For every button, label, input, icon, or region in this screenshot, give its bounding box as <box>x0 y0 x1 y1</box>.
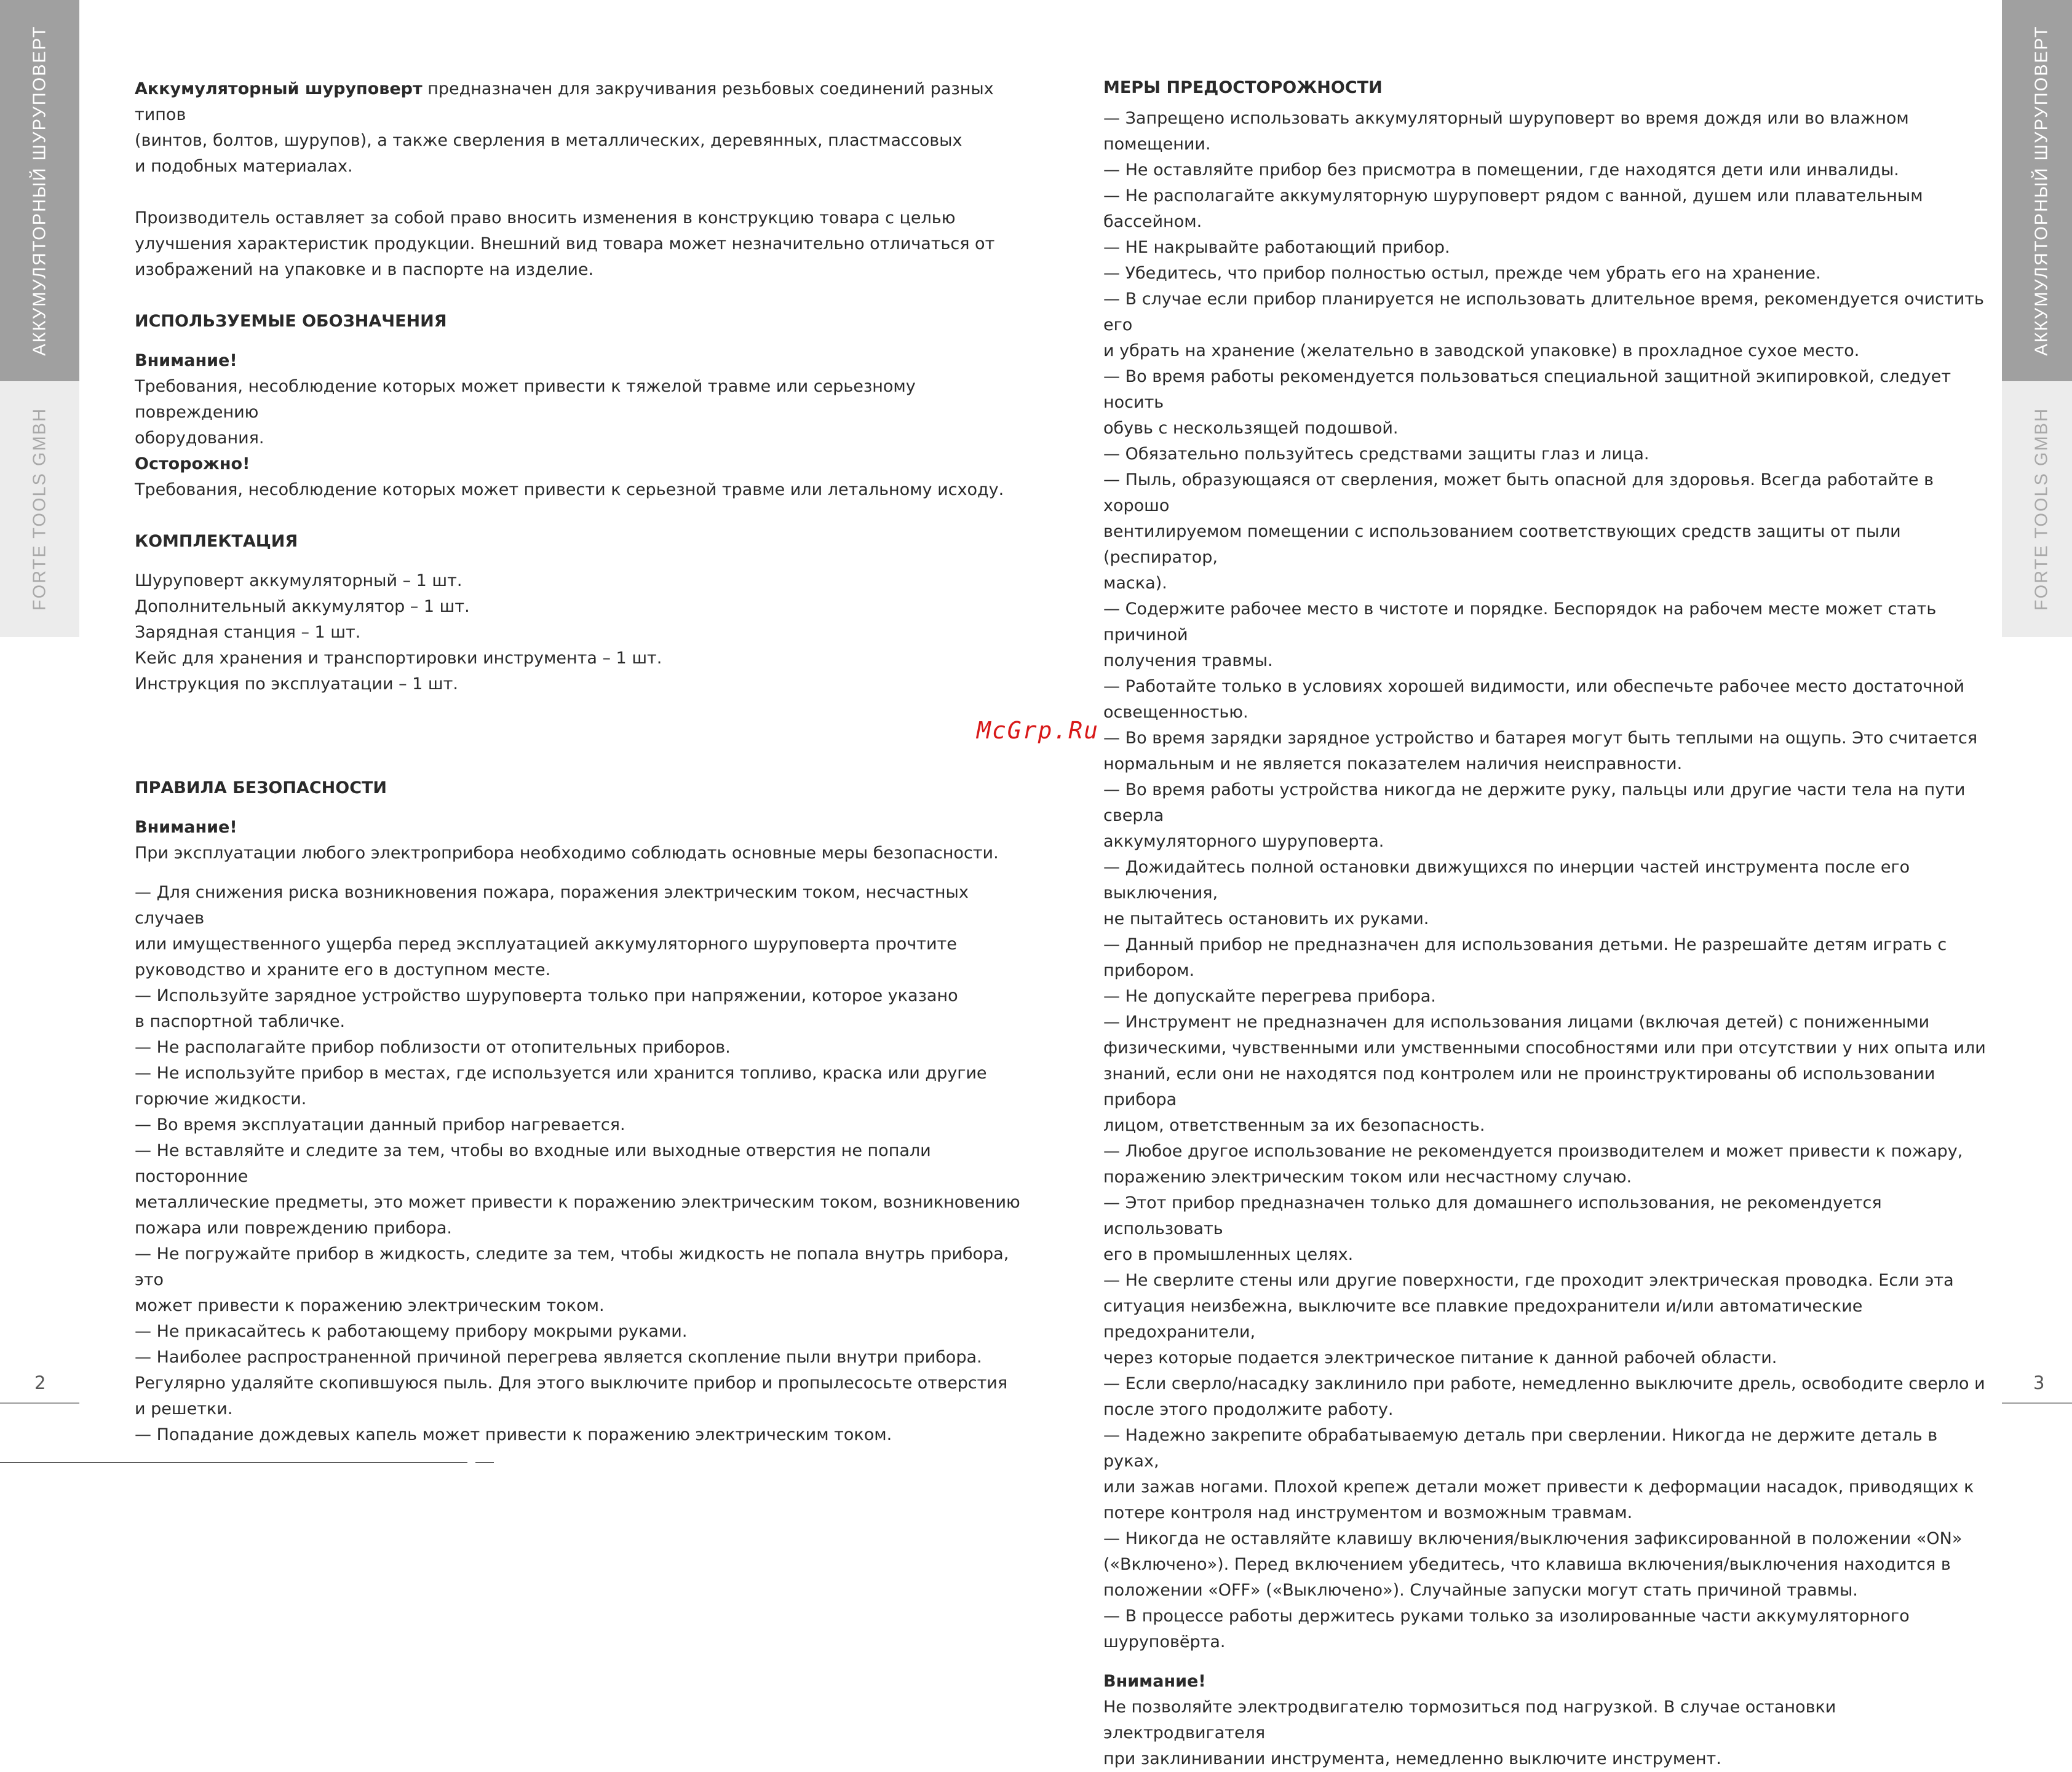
package-item: Дополнительный аккумулятор – 1 шт. <box>135 597 470 616</box>
safety-rule-line: — Для снижения риска возникновения пожара, поражения электрическим током, несчастных случаев <box>135 883 969 928</box>
precaution-line: — Содержите рабочее место в чистоте и порядке. Беспорядок на рабочем месте может стать причиной <box>1103 599 1937 644</box>
package-item: Инструкция по эксплуатации – 1 шт. <box>135 674 458 694</box>
precaution-line: получения травмы. <box>1103 651 1273 670</box>
left-column-bottom <box>135 775 1020 1448</box>
manufacturer-line-3: изображений на упаковке и в паспорте на изделие. <box>135 260 594 279</box>
precaution-line: нормальным и не является показателем наличия неисправности. <box>1103 754 1683 773</box>
symbols-attention-label: Внимание! <box>135 351 237 370</box>
intro-line-2: (винтов, болтов, шурупов), а также сверления в металлических, деревянных, пластмассовых <box>135 131 963 150</box>
safety-rule-line: Регулярно удаляйте скопившуюся пыль. Для этого выключите прибор и пропылесосьте отверстия <box>135 1374 1008 1393</box>
symbols-heading: ИСПОЛЬЗУЕМЫЕ ОБОЗНАЧЕНИЯ <box>135 312 447 331</box>
page-number-left: 2 <box>34 1372 46 1393</box>
precaution-line: положении «OFF» («Выключено»). Случайные запуски могут стать причиной травмы. <box>1103 1581 1858 1600</box>
precaution-line: — В процессе работы держитесь руками только за изолированные части аккумуляторного <box>1103 1607 1910 1626</box>
safety-rule-line: — Не вставляйте и следите за тем, чтобы во входные или выходные отверстия не попали посторонние <box>135 1141 931 1186</box>
symbols-caution-line-1: Требования, несоблюдение которых может привести к серьезной травме или летальному исходу. <box>135 480 1004 499</box>
precaution-line: — Пыль, образующаяся от сверления, может быть опасной для здоровья. Всегда работайте в хорошо <box>1103 470 1934 515</box>
bottom-rule <box>0 1462 467 1463</box>
page-rule-left <box>0 1402 79 1404</box>
right-title-tab-text: АККУМУЛЯТОРНЫЙ ШУРУПОВЕРТ <box>2031 25 2051 356</box>
precaution-line: после этого продолжите работу. <box>1103 1400 1394 1419</box>
left-brand-tab <box>0 381 79 637</box>
safety-rule-line: — Наиболее распространенной причиной перегрева является скопление пыли внутри прибора. <box>135 1348 982 1367</box>
bottom-rule-short <box>475 1462 494 1463</box>
precaution-line: — Инструмент не предназначен для использования лицами (включая детей) с пониженными <box>1103 1013 1930 1032</box>
precautions-heading: МЕРЫ ПРЕДОСТОРОЖНОСТИ <box>1103 78 1383 97</box>
precaution-line: через которые подается электрическое питание к данной рабочей области. <box>1103 1348 1777 1367</box>
safety-rule-line: — Во время эксплуатации данный прибор нагревается. <box>135 1115 625 1134</box>
precaution-line: потере контроля над инструментом и возможным травмам. <box>1103 1503 1633 1522</box>
package-item: Кейс для хранения и транспортировки инструмента – 1 шт. <box>135 649 662 668</box>
final-attention-label: Внимание! <box>1103 1672 1206 1691</box>
precaution-line: его в промышленных целях. <box>1103 1245 1354 1264</box>
precaution-line: — Во время зарядки зарядное устройство и батарея могут быть теплыми на ощупь. Это считается <box>1103 729 1978 748</box>
precaution-line: лицом, ответственным за их безопасность. <box>1103 1116 1485 1135</box>
precaution-line: — Дожидайтесь полной остановки движущихся по инерции частей инструмента после его выключения, <box>1103 858 1910 903</box>
precaution-line: физическими, чувственными или умственными способностями или при отсутствии у них опыта или <box>1103 1038 1986 1058</box>
precaution-line: — Надежно закрепите обрабатываемую деталь при сверлении. Никогда не держите деталь в руках, <box>1103 1426 1938 1471</box>
precaution-line: ситуация неизбежна, выключите все плавкие предохранители и/или автоматические предохранители, <box>1103 1297 1863 1342</box>
left-title-tab-text: АККУМУЛЯТОРНЫЙ ШУРУПОВЕРТ <box>30 25 49 356</box>
safety-rule-line: — Используйте зарядное устройство шуруповерта только при напряжении, которое указано <box>135 986 958 1005</box>
package-heading: КОМПЛЕКТАЦИЯ <box>135 532 298 551</box>
precaution-line: знаний, если они не находятся под контролем или не проинструктированы об использовании прибора <box>1103 1064 1935 1109</box>
precaution-line: — Работайте только в условиях хорошей видимости, или обеспечьте рабочее место достаточной <box>1103 677 1965 696</box>
precaution-line: — Обязательно пользуйтесь средствами защиты глаз и лица. <box>1103 445 1649 464</box>
symbols-attention-line-1: Требования, несоблюдение которых может привести к тяжелой травме или серьезному повреждению <box>135 377 916 422</box>
left-brand-tab-text: FORTE TOOLS GMBH <box>30 407 49 611</box>
precaution-line: — Не сверлите стены или другие поверхности, где проходит электрическая проводка. Если эта <box>1103 1271 1954 1290</box>
precaution-line: — Не допускайте перегрева прибора. <box>1103 987 1436 1006</box>
safety-rule-line: может привести к поражению электрическим током. <box>135 1296 605 1315</box>
safety-rule-line: — Попадание дождевых капель может привести к поражению электрическим током. <box>135 1425 892 1444</box>
symbols-attention-line-2: оборудования. <box>135 429 264 448</box>
precautions-list <box>1103 106 1989 1655</box>
safety-attention-line-1: При эксплуатации любого электроприбора необходимо соблюдать основные меры безопасности. <box>135 844 999 863</box>
precaution-line: обувь с нескользящей подошвой. <box>1103 419 1399 438</box>
precaution-line: маска). <box>1103 574 1167 593</box>
precaution-line: и убрать на хранение (желательно в заводской упаковке) в прохладное сухое место. <box>1103 341 1860 360</box>
safety-heading: ПРАВИЛА БЕЗОПАСНОСТИ <box>135 778 387 797</box>
right-brand-tab-text: FORTE TOOLS GMBH <box>2031 407 2051 611</box>
intro-line-3: и подобных материалах. <box>135 157 353 176</box>
precaution-line: — Никогда не оставляйте клавишу включения/выключения зафиксированной в положении «ON» <box>1103 1529 1963 1548</box>
precaution-line: — Если сверло/насадку заклинило при работе, немедленно выключите дрель, освободите сверло и <box>1103 1374 1985 1393</box>
precaution-line: — Во время работы рекомендуется пользоваться специальной защитной экипировкой, следует носить <box>1103 367 1951 412</box>
symbols-caution-label: Осторожно! <box>135 454 250 473</box>
manufacturer-line-1: Производитель оставляет за собой право вносить изменения в конструкцию товара с целью <box>135 208 956 227</box>
left-title-tab <box>0 0 79 381</box>
precaution-line: — Этот прибор предназначен только для домашнего использования, не рекомендуется использовать <box>1103 1193 1882 1238</box>
precaution-line: — Любое другое использование не рекомендуется производителем и может привести к пожару, <box>1103 1142 1963 1161</box>
precaution-line: не пытайтесь остановить их руками. <box>1103 909 1429 928</box>
safety-attention-label: Внимание! <box>135 818 237 837</box>
safety-rule-line: — Не прикасайтесь к работающему прибору мокрыми руками. <box>135 1322 688 1341</box>
safety-rule-line: — Не погружайте прибор в жидкость, следите за тем, чтобы жидкость не попала внутрь прибора, это <box>135 1244 1009 1289</box>
precaution-line: — Данный прибор не предназначен для использования детьми. Не разрешайте детям играть с прибором. <box>1103 935 1947 980</box>
precaution-line: — Во время работы устройства никогда не держите руку, пальцы или другие части тела на пути сверла <box>1103 780 1966 825</box>
precaution-line: — Убедитесь, что прибор полностью остыл, прежде чем убрать его на хранение. <box>1103 264 1821 283</box>
precaution-line: аккумуляторного шуруповерта. <box>1103 832 1384 851</box>
safety-rules <box>135 880 1020 1448</box>
safety-rule-line: или имущественного ущерба перед эксплуатацией аккумуляторного шуруповерта прочтите <box>135 935 957 954</box>
precaution-line: поражению электрическим током или несчастному случаю. <box>1103 1168 1632 1187</box>
safety-rule-line: горючие жидкости. <box>135 1090 307 1109</box>
right-title-tab <box>2002 0 2072 381</box>
safety-rule-line: — Не располагайте прибор поблизости от отопительных приборов. <box>135 1038 731 1057</box>
safety-rule-line: металлические предметы, это может привести к поражению электрическим током, возникновению <box>135 1193 1020 1212</box>
intro-text: предназначен для закручивания резьбовых соединений разных типов <box>135 79 994 124</box>
package-item: Шуруповерт аккумуляторный – 1 шт. <box>135 571 462 590</box>
precaution-line: — Не оставляйте прибор без присмотра в помещении, где находятся дети или инвалиды. <box>1103 160 1899 180</box>
precaution-line: вентилируемом помещении с использованием соответствующих средств защиты от пыли (респиратор, <box>1103 522 1901 567</box>
right-column <box>1103 75 1989 1772</box>
safety-rule-line: в паспортной табличке. <box>135 1012 346 1031</box>
precaution-line: («Включено»). Перед включением убедитесь, что клавиша включения/выключения находится в <box>1103 1555 1951 1574</box>
page-number-right: 3 <box>2033 1372 2045 1393</box>
intro-bold: Аккумуляторный шуруповерт <box>135 79 423 98</box>
precaution-line: — НЕ накрывайте работающий прибор. <box>1103 238 1450 257</box>
precaution-line: шуруповёрта. <box>1103 1632 1226 1651</box>
safety-rule-line: и решетки. <box>135 1399 233 1418</box>
page-rule-right <box>2002 1402 2072 1404</box>
watermark: McGrp.Ru <box>977 717 1100 744</box>
intro-line-1 <box>135 76 1020 128</box>
precaution-line: — В случае если прибор планируется не использовать длительное время, рекомендуется очистить его <box>1103 290 1984 334</box>
final-attention-line-1: Не позволяйте электродвигателю тормозиться под нагрузкой. В случае остановки электродвигателя <box>1103 1698 1836 1742</box>
final-attention-line-2: при заклинивании инструмента, немедленно выключите инструмент. <box>1103 1749 1721 1768</box>
package-item: Зарядная станция – 1 шт. <box>135 623 361 642</box>
safety-rule-line: пожара или повреждению прибора. <box>135 1219 452 1238</box>
right-brand-tab <box>2002 381 2072 637</box>
manufacturer-line-2: улучшения характеристик продукции. Внешний вид товара может незначительно отличаться от <box>135 234 995 253</box>
precaution-line: — Не располагайте аккумуляторную шуруповерт рядом с ванной, душем или плавательным бассейном. <box>1103 186 1923 231</box>
precaution-line: или зажав ногами. Плохой крепеж детали может привести к деформации насадок, приводящих к <box>1103 1477 1974 1497</box>
safety-rule-line: руководство и храните его в доступном месте. <box>135 960 551 979</box>
precaution-line: освещенностью. <box>1103 703 1248 722</box>
left-column-top <box>135 76 1020 697</box>
precaution-line: — Запрещено использовать аккумуляторный шуруповерт во время дождя или во влажном помещении. <box>1103 109 1909 154</box>
safety-rule-line: — Не используйте прибор в местах, где используется или хранится топливо, краска или другие <box>135 1064 987 1083</box>
